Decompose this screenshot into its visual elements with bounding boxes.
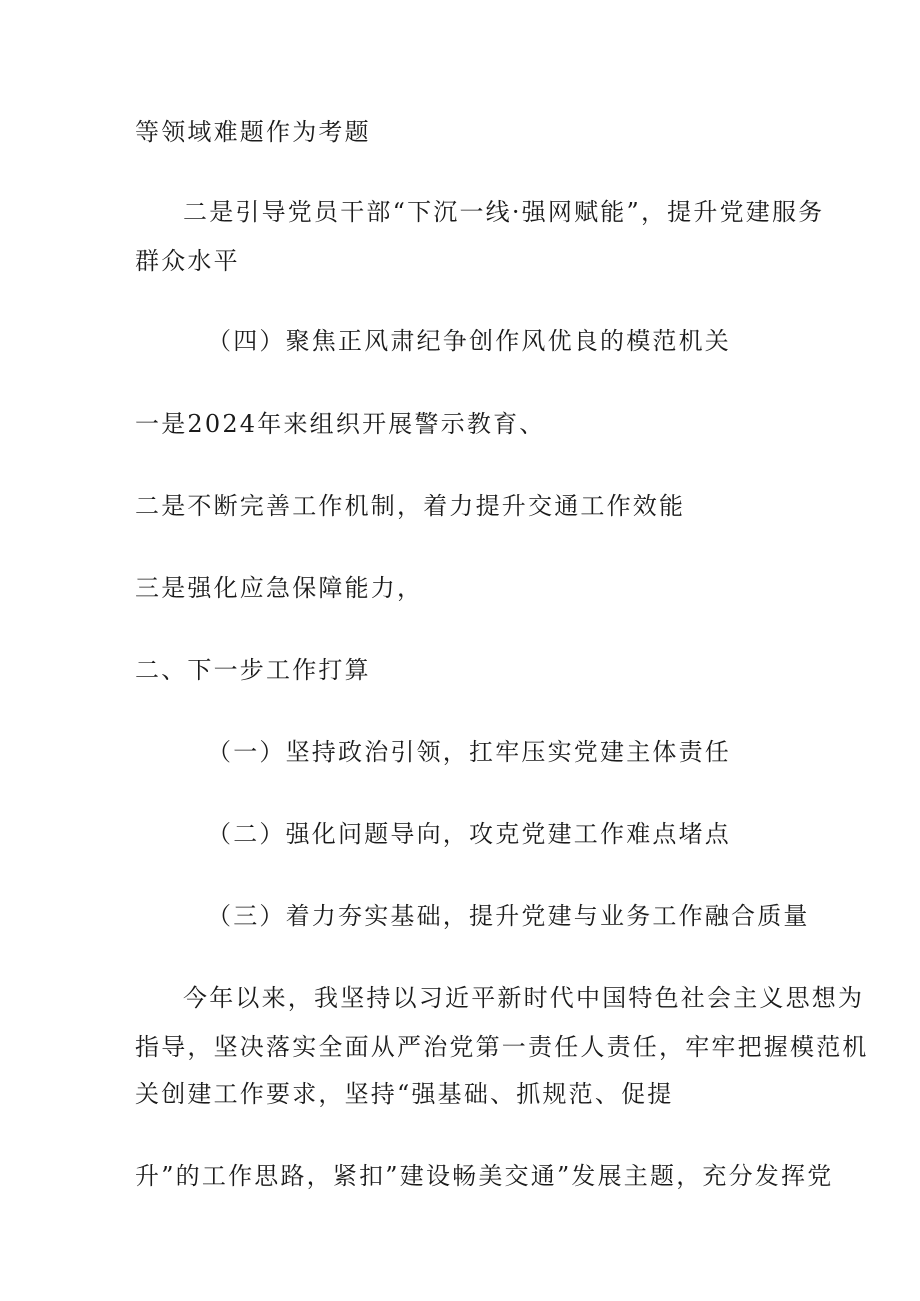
- subsection-heading: （二）强化问题导向，攻克党建工作难点堵点: [207, 820, 731, 848]
- subsection-heading: （一）坚持政治引领，扛牢压实党建主体责任: [207, 738, 731, 766]
- paragraph-line: 群众水平: [135, 247, 240, 275]
- subsection-heading: （三）着力夯实基础，提升党建与业务工作融合质量: [207, 902, 810, 930]
- paragraph-line: 一是2024年来组织开展警示教育、: [135, 410, 546, 438]
- paragraph-line: 指导，坚决落实全面从严治党第一责任人责任，牢牢把握模范机: [135, 1033, 869, 1061]
- paragraph-line: 今年以来，我坚持以习近平新时代中国特色社会主义思想为: [183, 984, 865, 1012]
- paragraph-line: 二是引导党员干部“下沉一线·强网赋能”，提升党建服务: [183, 198, 825, 226]
- paragraph-line: 升”的工作思路，紧扣”建设畅美交通”发展主题，充分发挥党: [135, 1162, 834, 1190]
- section-heading: 二、下一步工作打算: [135, 656, 371, 684]
- paragraph-line: 等领域难题作为考题: [135, 118, 371, 146]
- paragraph-line: 二是不断完善工作机制，着力提升交通工作效能: [135, 492, 686, 520]
- section-heading: （四）聚焦正风肃纪争创作风优良的模范机关: [207, 327, 731, 355]
- paragraph-line: 三是强化应急保障能力，: [135, 574, 424, 602]
- paragraph-line: 关创建工作要求，坚持“强基础、抓规范、促提: [135, 1080, 674, 1108]
